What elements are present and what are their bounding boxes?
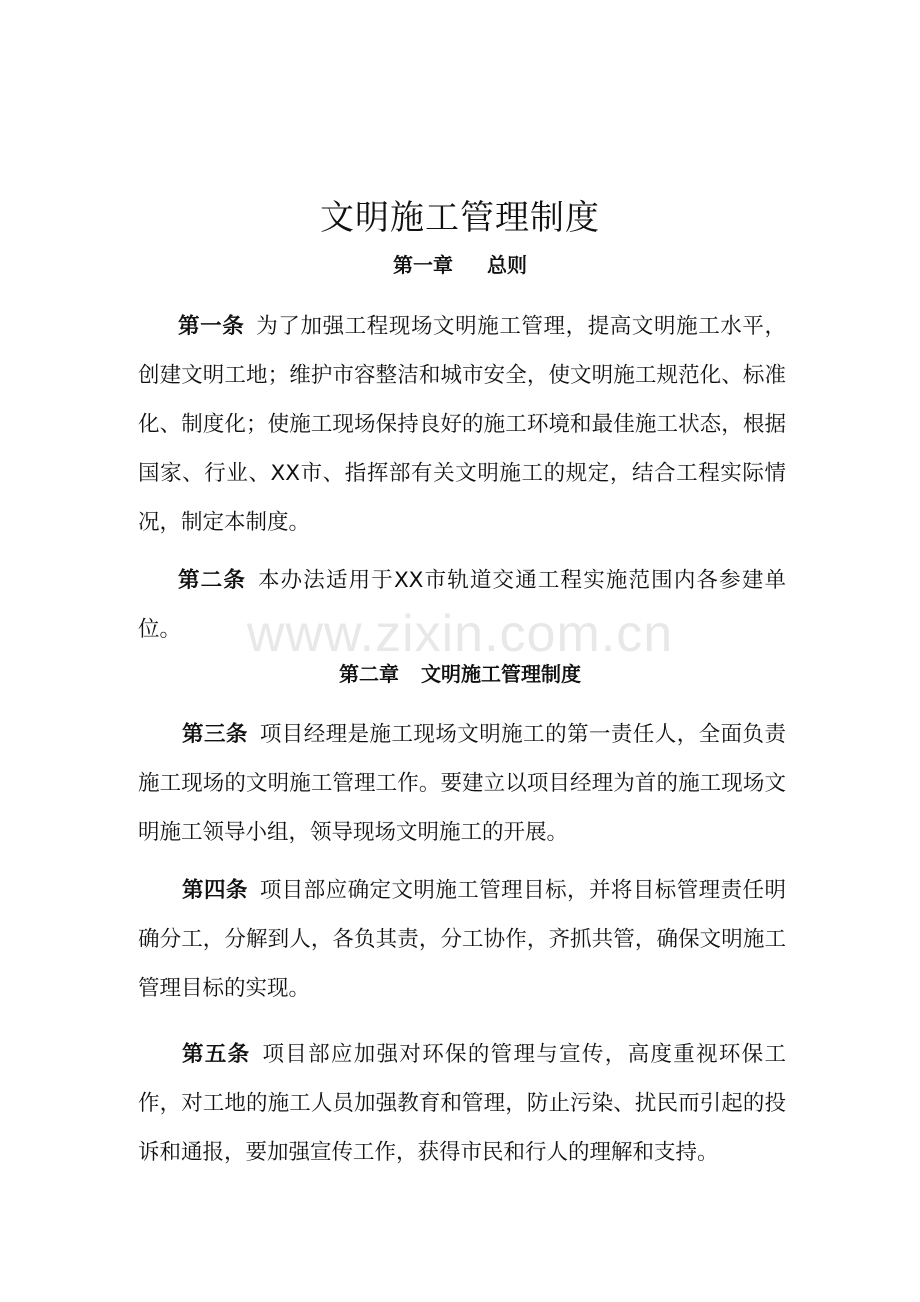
article-number: 第一条 xyxy=(178,314,245,339)
chapter-name: 文明施工管理制度 xyxy=(421,662,581,686)
chapter-name: 总则 xyxy=(487,253,527,277)
article-number: 第四条 xyxy=(182,878,248,903)
article-5 xyxy=(138,1030,786,1177)
article-2 xyxy=(138,556,786,654)
article-text: 为了加强工程现场文明施工管理，提高文明施工水平，创建文明工地；维护市容整洁和城市安全，使文明施工规范化、标准化、制度化；使施工现场保持良好的施工环境和最佳施工状态，根据国家、行业、XX市、指挥部有关文明施工的规定，结合工程实际情况，制定本制度。 xyxy=(138,314,786,535)
article-text: 项目经理是施工现场文明施工的第一责任人，全面负责施工现场的文明施工管理工作。要建立以项目经理为首的施工现场文明施工领导小组，领导现场文明施工的开展。 xyxy=(138,722,786,845)
article-number: 第五条 xyxy=(182,1042,251,1067)
article-number: 第三条 xyxy=(182,722,248,747)
chapter-heading-2 xyxy=(0,658,920,690)
article-4 xyxy=(138,866,786,1013)
chapter-heading-1 xyxy=(0,249,920,281)
chapter-number: 第一章 xyxy=(393,253,453,277)
watermark: www.zixin.com.cn xyxy=(246,605,674,663)
article-1 xyxy=(138,302,786,547)
article-text: 项目部应确定文明施工管理目标，并将目标管理责任明确分工，分解到人，各负其责，分工协作，齐抓共管，确保文明施工管理目标的实现。 xyxy=(138,878,786,1001)
article-text: 项目部应加强对环保的管理与宣传，高度重视环保工作，对工地的施工人员加强教育和管理，防止污染、扰民而引起的投诉和通报，要加强宣传工作，获得市民和行人的理解和支持。 xyxy=(138,1042,786,1165)
chapter-number: 第二章 xyxy=(339,662,399,686)
page-title: 文明施工管理制度 xyxy=(320,197,600,238)
article-number: 第二条 xyxy=(178,568,246,593)
article-text: 本办法适用于XX市轨道交通工程实施范围内各参建单位。 xyxy=(138,568,786,642)
article-3 xyxy=(138,710,786,857)
